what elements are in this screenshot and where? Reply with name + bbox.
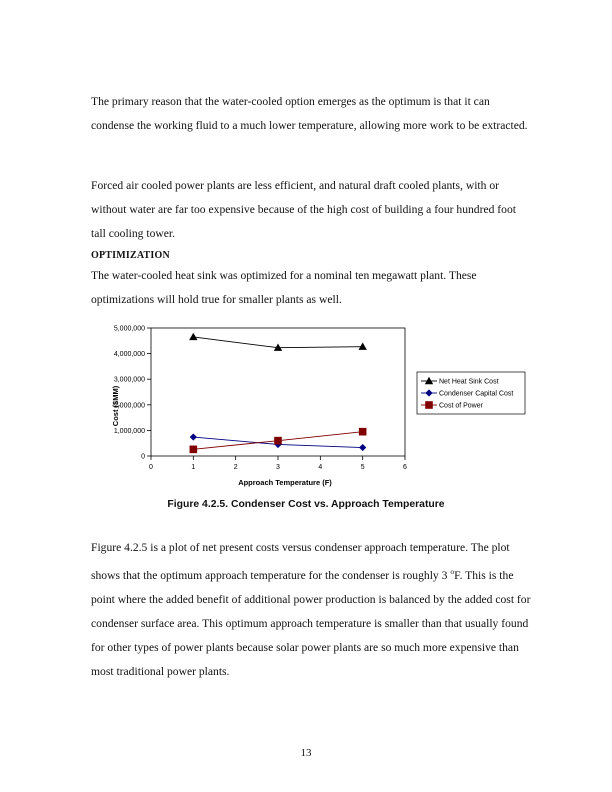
page-number: 13 bbox=[300, 747, 312, 759]
legend-label-net-heat-sink-cost: Net Heat Sink Cost bbox=[439, 378, 499, 386]
x-tick-label: 0 bbox=[149, 464, 153, 471]
paragraph-figure-discussion-part-2: F. This is the point where the added benefit of additional power production is balanced by the added cost for condenser surface area. This optimum approach temperature is smaller than that usually found for other types of power plants because solar power plants are so much more expensive than most traditional power plants. bbox=[91, 568, 531, 678]
x-tick-label: 4 bbox=[318, 464, 323, 471]
legend-label-condenser-capital-cost: Condenser Capital Cost bbox=[439, 390, 514, 398]
cost-of-power-point bbox=[274, 437, 282, 445]
x-tick-label: 5 bbox=[360, 464, 365, 471]
x-tick-label: 2 bbox=[233, 464, 238, 471]
y-tick-label: 2,000,000 bbox=[113, 402, 145, 410]
cost-of-power-point bbox=[359, 428, 367, 436]
condenser-cost-chart bbox=[100, 318, 530, 493]
x-tick-label: 3 bbox=[276, 464, 280, 471]
y-tick-label: 0 bbox=[141, 453, 145, 461]
paragraph-figure-discussion bbox=[91, 536, 531, 684]
legend-label-cost-of-power: Cost of Power bbox=[439, 402, 483, 410]
degree-superscript: o bbox=[450, 567, 455, 576]
legend-marker-cost-of-power bbox=[425, 401, 433, 409]
paragraph-air-cooled: Forced air cooled power plants are less efficient, and natural draft cooled plants, with or without water are far too expensive because of the high cost of building a four hundred foot tall cooling tower. bbox=[91, 179, 516, 240]
cost-of-power-point bbox=[190, 446, 198, 454]
y-tick-label: 5,000,000 bbox=[113, 325, 145, 333]
chart-y-axis-label: Cost ($MM) bbox=[111, 385, 120, 427]
figure-caption: Figure 4.2.5. Condenser Cost vs. Approach Temperature bbox=[167, 499, 445, 510]
x-tick-label: 1 bbox=[191, 464, 196, 471]
y-tick-label: 3,000,000 bbox=[113, 376, 145, 384]
chart-x-axis-label: Approach Temperature (F) bbox=[238, 478, 332, 487]
y-tick-label: 1,000,000 bbox=[113, 427, 145, 435]
paragraph-figure-discussion-part-1: Figure 4.2.5 is a plot of net present costs versus condenser approach temperature. The plot shows that the optimum approach temperature for the condenser is roughly 3 bbox=[91, 541, 510, 582]
y-tick-label: 4,000,000 bbox=[113, 351, 145, 359]
x-tick-label: 6 bbox=[403, 464, 407, 471]
paragraph-optimization: The water-cooled heat sink was optimized for a nominal ten megawatt plant. These optimizations will hold true for smaller plants as well. bbox=[91, 269, 477, 306]
section-heading-optimization: OPTIMIZATION bbox=[91, 250, 170, 261]
paragraph-water-cooled: The primary reason that the water-cooled option emerges as the optimum is that it can condense the working fluid to a much lower temperature, allowing more work to be extracted. bbox=[91, 95, 528, 132]
